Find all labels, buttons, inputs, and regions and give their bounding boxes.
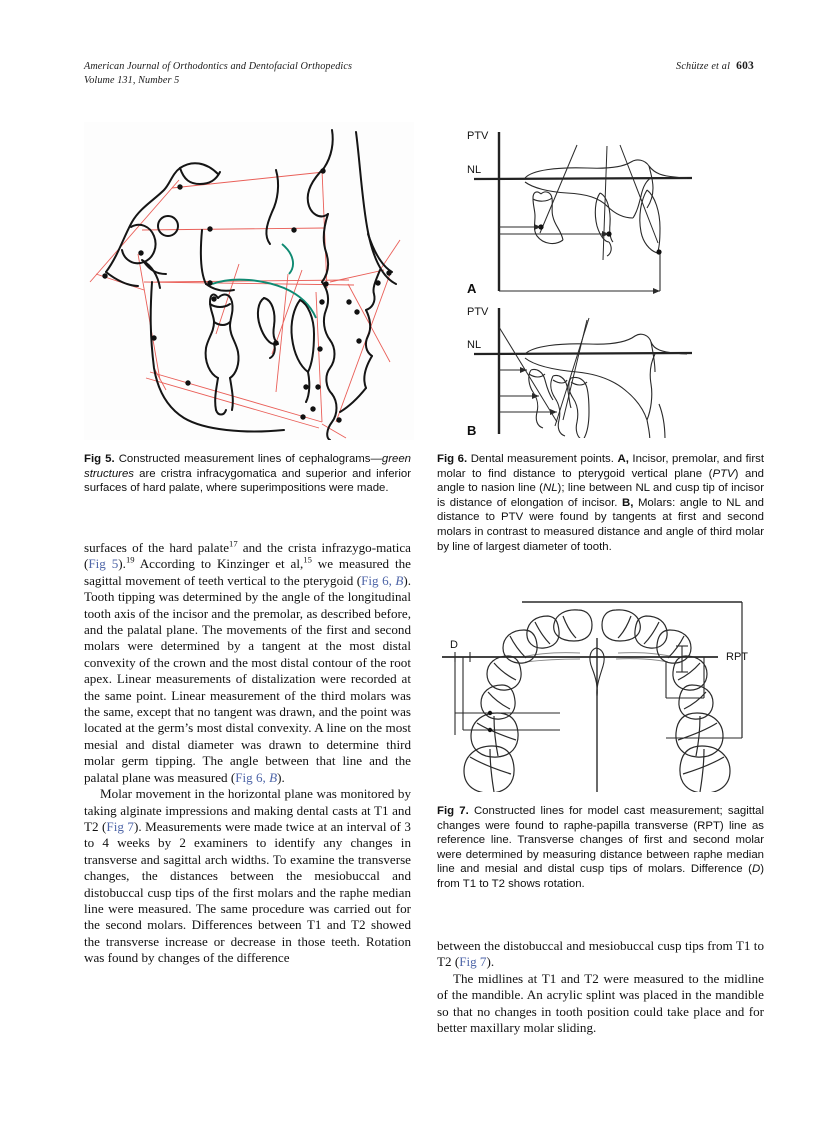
left-column-p1-run-0: Molar movement in the horizontal plane was monitored by taking alginate impressions and making dental casts at T1 and T2 ( — [84, 786, 411, 834]
figure-7-caption-run-2: ) from T1 to T2 shows rotation. — [437, 863, 764, 890]
left-column-p0-run-2: and the crista infrazygo-matica ( — [84, 540, 411, 572]
figure-6-dental-measurement-points — [437, 116, 767, 438]
running-head — [84, 60, 754, 94]
figure-5-cephalogram-tracing — [84, 122, 414, 440]
right-column-paragraph-0 — [437, 938, 764, 971]
left-column-p0-run-0: surfaces of the hard palate — [84, 540, 230, 555]
left-column-paragraph-0 — [84, 540, 411, 786]
figure-6-caption-body — [437, 453, 764, 553]
left-column-p0-run-10: ). Tooth tipping was determined by the angle of the longitudinal tooth axis of the incisor and the premolar, as described before, and the palatal plane. The movements of the first and second molars were determined by a tangent at the most distal convexity of the crown and the most distal contour of the root apex. Linear measurements of distalization were recorded at the same point. Linear measurement of the third molars was the same, except that no tangent was drawn, and the point was located at the germ’s most distal convexity. A line on the most mesial and distal diameter was drawn to determine third molar germ tipping. The angle between that line and the palatal plane was measured ( — [84, 572, 411, 785]
fig6a-nl-line — [474, 178, 692, 179]
right-column-paragraph-1 — [437, 971, 764, 1037]
fig6-svg — [437, 116, 767, 438]
figure-6-caption-run-2: Incisor, premolar, and first molar to find distance to pterygoid vertical plane ( — [437, 453, 764, 480]
figure-7-label: Fig 7. — [437, 805, 469, 817]
left-column-p1-run-1: Fig 7 — [106, 818, 134, 834]
journal-title: American Journal of Orthodontics and Dentofacial Orthopedics — [84, 61, 353, 72]
article-authors: Schütze et al — [676, 61, 731, 72]
left-column-paragraph-1 — [84, 786, 411, 966]
right-column-p0-run-2: ). — [486, 954, 495, 970]
figure-6-caption-run-1: A, — [617, 453, 629, 465]
figure-6-caption-run-5: NL — [542, 482, 558, 495]
fig6b-panel-letter: B — [467, 423, 477, 438]
fig5-svg — [84, 122, 414, 440]
figure-7-model-cast-measurement — [430, 600, 770, 792]
page-number: 603 — [736, 60, 754, 72]
fig6b-ptv-label: PTV — [467, 306, 489, 318]
left-column-p0-run-3: Fig 5 — [88, 556, 119, 572]
left-column-p0-run-4: ). — [118, 556, 126, 572]
figure-5-caption-italic: green structures — [84, 453, 411, 480]
figure-5-caption — [84, 452, 411, 496]
left-column-p0-run-8: we measured the sagittal movement of teeth vertical to the pterygoid ( — [84, 556, 411, 588]
right-column-p1-run-0: The midlines at T1 and T2 were measured to the midline of the mandible. An acrylic splint was placed in the mandible so that no changes in tooth position could take place and for better maxillary molar sliding. — [437, 970, 764, 1036]
fig6a-panel-letter: A — [467, 281, 477, 296]
left-column-body-text — [84, 540, 411, 967]
fig7-rpt-label: RPT — [726, 651, 748, 663]
figure-6-caption-run-7: B, — [621, 496, 634, 509]
figure-6-caption — [437, 452, 764, 554]
figure-5-caption-lead: Constructed measurement lines of cephalograms— — [114, 453, 382, 465]
figure-7-caption — [437, 804, 764, 892]
figure-6-label: Fig 6. — [437, 453, 468, 465]
left-column-p0-run-11: Fig 6, B — [235, 769, 278, 785]
left-column-p0-run-1: 17 — [229, 538, 238, 549]
left-column-p1-run-2: ). Measurements were made twice at an interval of 3 to 4 weeks by 2 examiners to identify any changes in transverse and sagittal arch widths. To examine the transverse changes, the distances between the mesiobuccal and distobuccal cusp tips of the first molars and the raphe median line were measured. The same procedure was carried out for the second molars. Differences between T1 and T2 showed the transverse increase or decrease in those teeth. Rotation was found by changes of the difference — [84, 818, 411, 966]
figure-5-label: Fig 5. — [84, 453, 115, 465]
figure-6-caption-run-8: Molars: angle to NL and distance to PTV were found by tangents at first and second molars in contrast to measured distance and angle of third molar by line of largest diameter of tooth. — [437, 496, 764, 553]
right-column-body-text — [437, 938, 764, 1036]
left-column-p0-run-11-italic: B — [269, 769, 278, 785]
right-column-p0-run-1: Fig 7 — [459, 954, 487, 970]
figure-6-caption-run-6: ); line between NL and cusp tip of incisor is distance of elongation of incisor. — [437, 482, 764, 509]
left-column-p0-run-9: Fig 6, B — [361, 572, 404, 588]
fig7-svg — [430, 600, 770, 792]
left-column-p0-run-6: According to Kinzinger et al, — [134, 556, 304, 572]
left-column-p0-run-5: 19 — [125, 555, 135, 566]
right-column-p0-run-0: between the distobuccal and mesiobuccal cusp tips from T1 to T2 ( — [437, 938, 764, 970]
fig6b-nl-line — [474, 353, 692, 354]
fig6a-ptv-label: PTV — [467, 130, 489, 142]
fig7-d-label: D — [450, 639, 458, 651]
left-column-p0-run-7: 15 — [303, 555, 312, 566]
figure-6-caption-run-3: PTV — [712, 467, 735, 480]
figure-7-caption-body — [437, 805, 764, 890]
figure-6-caption-run-4: ) and angle to nasion line ( — [437, 467, 764, 495]
figure-7-caption-run-1: D — [751, 863, 761, 876]
figure-6-caption-run-0: Dental measurement points. — [467, 453, 618, 465]
figure-5-caption-tail: are cristra infracygomatica and superior and inferior surfaces of hard palate, where superimpositions were made. — [84, 467, 411, 495]
running-head-right — [676, 60, 754, 74]
running-head-left — [84, 60, 352, 87]
left-column-p0-run-9-italic: B — [395, 572, 404, 588]
fig6b-nl-label: NL — [467, 339, 482, 351]
fig6a-nl-label: NL — [467, 164, 482, 176]
volume-number: Volume 131, Number 5 — [84, 74, 180, 86]
left-column-p0-run-12: ). — [277, 769, 285, 785]
figure-7-caption-run-0: Constructed lines for model cast measurement; sagittal changes were found to raphe-papilla transverse (RPT) line as reference line. Transverse changes of first and second molar were determined by measuring distance between raphe median line and mesial and distal cusp tips of molars. Difference ( — [437, 805, 764, 876]
